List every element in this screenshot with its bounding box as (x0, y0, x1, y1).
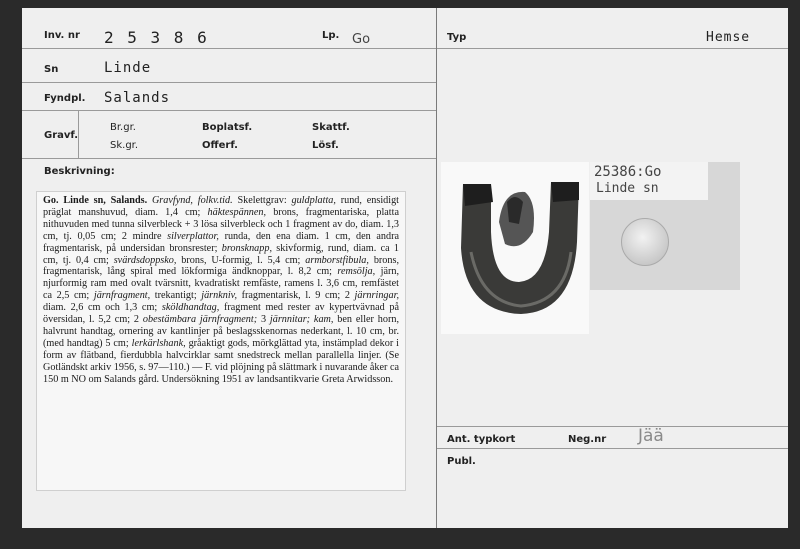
description-segment: rund, ensidigt präglat manshuvud, diam. 1,4 cm; (43, 195, 399, 218)
photo-label-tag (590, 162, 708, 200)
boplatsf-label: Boplatsf. (202, 122, 253, 133)
lp-value: Go (352, 32, 371, 47)
description-segment: skivformig, rund, diam. ca 1 cm, tj. 0,4 cm; (43, 242, 400, 266)
description-segment: runda, den ena diam. 1 cm, den andra fragmentarisk, på undersidan bronsrester; (43, 230, 399, 254)
description-item-name: armborstfibula, (305, 254, 369, 266)
sk-gr-label: Sk.gr. (110, 140, 139, 151)
divider (22, 158, 436, 159)
description-segment: fragment med rester av kypertvävnad på översidan, l. 5,2 cm; 2 (43, 302, 399, 326)
ant-typkort-label: Ant. typkort (447, 434, 516, 445)
description-item-name: järnnitar; kam, (269, 314, 334, 326)
typ-label: Typ (447, 32, 467, 43)
description-text (36, 191, 406, 491)
coin-photo (590, 162, 740, 290)
neg-nr-label: Neg.nr (568, 434, 607, 445)
description-segment: 3 (257, 314, 270, 326)
artifact-photo (441, 162, 589, 334)
description-segment: gråaktigt gods, mörkglättad yta, instämplad dekor i form av flätband, fierdubbla halvcirklar samt snedstreck mellan parallella linjer. (Se Gotländskt arkiv 1956, s. 97—110.) — F. vid plöjning på slättmark i nuvarande åker ca 150 m NO om Salands gård. Undersökning 1951 av landsantikvarie Greta Arwidsson. (43, 337, 400, 385)
description-item-name: häktespännen, (207, 206, 267, 218)
divider (437, 426, 788, 427)
description-segment: brons, fragmentariska, platta nithuvuden med tunna silverbleck + 3 lösa silverbleck och 1 fragment av do, diam. 1,3 cm, tj. 0,05 cm; 2 mindre (43, 206, 399, 242)
beskrivning-label: Beskrivning: (44, 166, 115, 177)
divider (78, 110, 79, 158)
description-segment: ben eller horn, halvrunt handtag, ornering av kantlinjer på beslagsskenornas nederkant, l. 10 cm, br. (med handtag) 5 cm; (43, 314, 400, 349)
skattf-label: Skattf. (312, 122, 350, 133)
description-item-name: järnkniv, (201, 290, 237, 302)
br-gr-label: Br.gr. (110, 122, 136, 133)
losf-label: Lösf. (312, 140, 339, 151)
neg-nr-value: Jää (638, 426, 664, 446)
divider (437, 48, 788, 49)
photo-tag-line2: Linde sn (596, 181, 659, 196)
fyndpl-value: Salands (104, 90, 171, 106)
description-segment: järn, njurformig ram med ovalt tvärsnitt, kvadratiskt remfäste, ramens l. 3,6 cm, remfästet ca 2,5 cm; (43, 266, 399, 302)
description-item-name: järnringar, (354, 290, 399, 302)
description-item-name: Gravfynd, folkv.tid. (151, 195, 233, 206)
description-item-name: remsölja, (337, 266, 376, 278)
divider (436, 8, 437, 528)
description-item-name: bronsknapp, (221, 242, 272, 254)
fyndpl-label: Fyndpl. (44, 93, 86, 104)
publ-label: Publ. (447, 456, 476, 467)
description-item-name: obestämbara järnfragment; (142, 314, 258, 326)
typ-value: Hemse (706, 30, 751, 45)
lp-label: Lp. (322, 30, 340, 41)
description-segment: Skelettgrav: (232, 195, 292, 206)
description-segment: fragmentarisk, l. 9 cm; 2 (237, 290, 355, 302)
divider (437, 448, 788, 449)
divider (22, 82, 436, 83)
description-segment: brons, fragmentarisk, lång spiral med lökformiga ändknoppar, l. 8,2 cm; (43, 254, 400, 278)
offerf-label: Offerf. (202, 140, 238, 151)
description-item-name: guldplatta, (291, 195, 336, 206)
divider (22, 48, 436, 49)
divider (22, 110, 436, 111)
chape-image (441, 162, 589, 334)
description-item-name: svärdsdoppsko, (113, 254, 177, 266)
gold-plate-image (621, 218, 669, 266)
photo-tag-line1: 25386:Go (594, 164, 662, 180)
description-item-name: lerkärlshank, (131, 337, 186, 349)
sn-label: Sn (44, 64, 59, 75)
description-item-name: silverplattor, (167, 230, 219, 242)
description-item-name: sköldhandtag, (161, 302, 220, 314)
catalog-card (22, 8, 788, 528)
gravf-label: Gravf. (44, 130, 79, 141)
description-lead: Go. Linde sn, Salands. (43, 195, 148, 206)
description-segment: trekantigt; (150, 290, 202, 302)
description-item-name: järnfragment, (93, 290, 151, 302)
description-segment: diam. 2,6 cm och 1,3 cm; (43, 302, 162, 314)
inv-nr-value: 2 5 3 8 6 (104, 28, 209, 47)
description-body (43, 195, 399, 385)
sn-value: Linde (104, 60, 152, 76)
description-segment: brons, U-formig, l. 5,4 cm; (176, 254, 306, 266)
inv-nr-label: Inv. nr (44, 30, 80, 41)
